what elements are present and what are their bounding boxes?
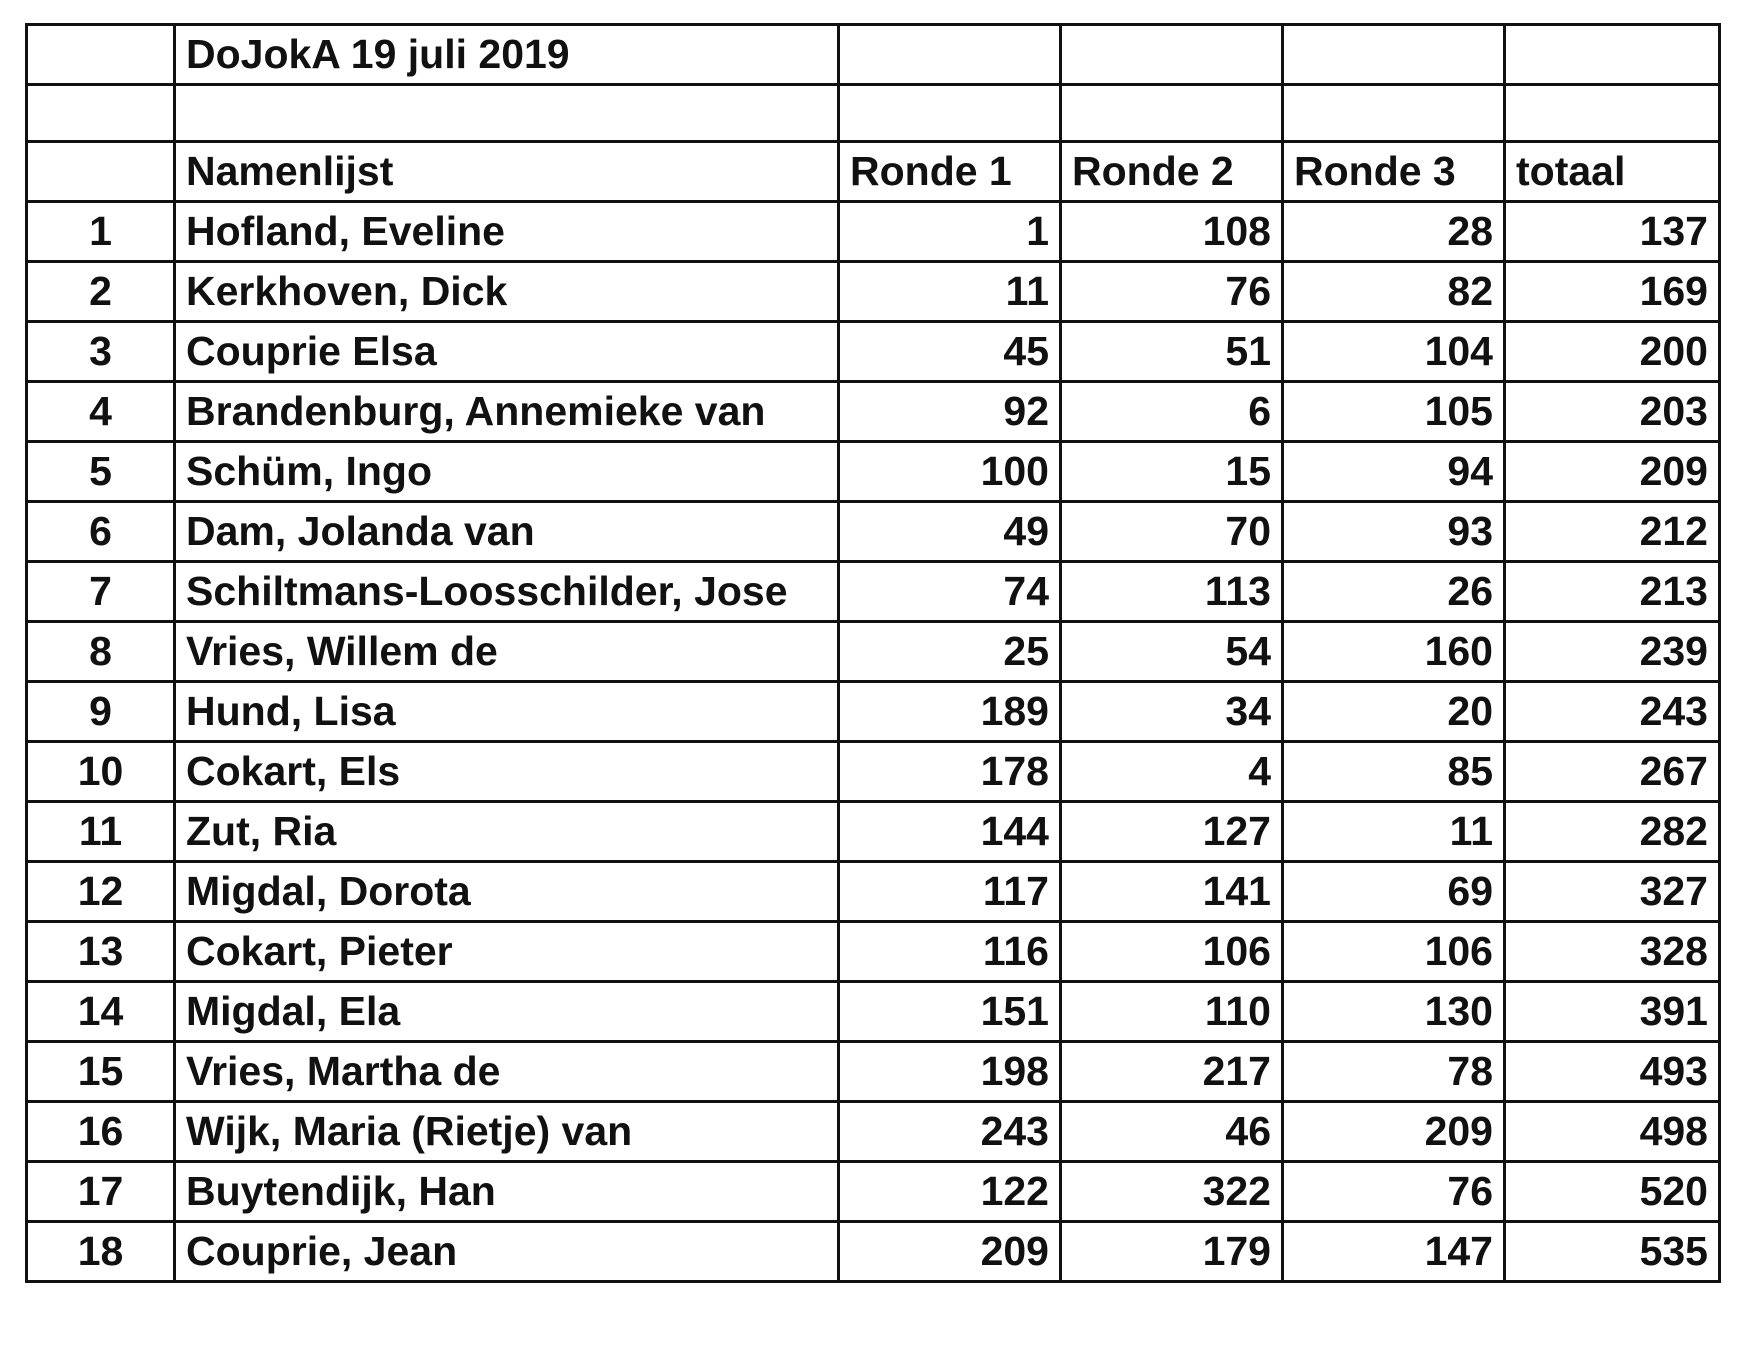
participant-name: Kerkhoven, Dick xyxy=(175,262,839,322)
participant-name: Schüm, Ingo xyxy=(175,442,839,502)
round-3-score: 147 xyxy=(1283,1222,1505,1282)
round-1-score: 117 xyxy=(839,862,1061,922)
round-1-score: 144 xyxy=(839,802,1061,862)
total-score: 212 xyxy=(1505,502,1720,562)
round-1-score: 243 xyxy=(839,1102,1061,1162)
rank-cell: 11 xyxy=(27,802,175,862)
table-row xyxy=(27,322,1720,382)
rank-cell: 3 xyxy=(27,322,175,382)
rank-cell: 13 xyxy=(27,922,175,982)
participant-name: Schiltmans-Loosschilder, Jose xyxy=(175,562,839,622)
participant-name: Hofland, Eveline xyxy=(175,202,839,262)
rank-cell: 1 xyxy=(27,202,175,262)
table-row xyxy=(27,502,1720,562)
table-row xyxy=(27,862,1720,922)
participant-name: Cokart, Els xyxy=(175,742,839,802)
round-2-score: 15 xyxy=(1061,442,1283,502)
table-row xyxy=(27,562,1720,622)
round-3-score: 26 xyxy=(1283,562,1505,622)
total-score: 239 xyxy=(1505,622,1720,682)
round-3-score: 11 xyxy=(1283,802,1505,862)
table-row xyxy=(27,622,1720,682)
round-3-score: 160 xyxy=(1283,622,1505,682)
total-score: 493 xyxy=(1505,1042,1720,1102)
table-row xyxy=(27,382,1720,442)
round-1-score: 74 xyxy=(839,562,1061,622)
round-3-score: 76 xyxy=(1283,1162,1505,1222)
round-2-score: 141 xyxy=(1061,862,1283,922)
total-score: 498 xyxy=(1505,1102,1720,1162)
sheet-title: DoJokA 19 juli 2019 xyxy=(175,25,839,85)
round-2-score: 106 xyxy=(1061,922,1283,982)
round-2-score: 217 xyxy=(1061,1042,1283,1102)
table-row xyxy=(27,442,1720,502)
participant-name: Wijk, Maria (Rietje) van xyxy=(175,1102,839,1162)
round-1-score: 198 xyxy=(839,1042,1061,1102)
round-1-score: 100 xyxy=(839,442,1061,502)
total-score: 267 xyxy=(1505,742,1720,802)
rank-cell: 6 xyxy=(27,502,175,562)
participant-name: Hund, Lisa xyxy=(175,682,839,742)
total-score: 243 xyxy=(1505,682,1720,742)
total-score: 203 xyxy=(1505,382,1720,442)
round-3-score: 93 xyxy=(1283,502,1505,562)
blank-row xyxy=(27,85,1720,142)
round-2-score: 54 xyxy=(1061,622,1283,682)
empty-cell xyxy=(27,142,175,202)
table-row xyxy=(27,1162,1720,1222)
round-2-score: 179 xyxy=(1061,1222,1283,1282)
round-1-score: 189 xyxy=(839,682,1061,742)
header-name: Namenlijst xyxy=(175,142,839,202)
round-2-score: 322 xyxy=(1061,1162,1283,1222)
empty-cell xyxy=(1061,85,1283,142)
table-row xyxy=(27,802,1720,862)
table-row xyxy=(27,1222,1720,1282)
table-row xyxy=(27,1042,1720,1102)
total-score: 328 xyxy=(1505,922,1720,982)
round-1-score: 151 xyxy=(839,982,1061,1042)
header-row xyxy=(27,142,1720,202)
empty-cell xyxy=(1283,85,1505,142)
rank-cell: 10 xyxy=(27,742,175,802)
round-1-score: 11 xyxy=(839,262,1061,322)
header-round-2: Ronde 2 xyxy=(1061,142,1283,202)
round-2-score: 70 xyxy=(1061,502,1283,562)
rank-cell: 7 xyxy=(27,562,175,622)
empty-cell xyxy=(1505,25,1720,85)
participant-name: Vries, Martha de xyxy=(175,1042,839,1102)
participant-name: Migdal, Ela xyxy=(175,982,839,1042)
round-2-score: 127 xyxy=(1061,802,1283,862)
round-2-score: 108 xyxy=(1061,202,1283,262)
participant-name: Brandenburg, Annemieke van xyxy=(175,382,839,442)
round-3-score: 106 xyxy=(1283,922,1505,982)
rank-cell: 18 xyxy=(27,1222,175,1282)
rank-cell: 17 xyxy=(27,1162,175,1222)
rank-cell: 4 xyxy=(27,382,175,442)
table-row xyxy=(27,682,1720,742)
round-2-score: 110 xyxy=(1061,982,1283,1042)
rank-cell: 2 xyxy=(27,262,175,322)
empty-cell xyxy=(27,25,175,85)
round-1-score: 49 xyxy=(839,502,1061,562)
table-row xyxy=(27,982,1720,1042)
header-round-1: Ronde 1 xyxy=(839,142,1061,202)
total-score: 282 xyxy=(1505,802,1720,862)
participant-name: Zut, Ria xyxy=(175,802,839,862)
empty-cell xyxy=(1061,25,1283,85)
total-score: 535 xyxy=(1505,1222,1720,1282)
round-3-score: 82 xyxy=(1283,262,1505,322)
header-round-3: Ronde 3 xyxy=(1283,142,1505,202)
round-1-score: 209 xyxy=(839,1222,1061,1282)
round-1-score: 178 xyxy=(839,742,1061,802)
round-3-score: 69 xyxy=(1283,862,1505,922)
rank-cell: 16 xyxy=(27,1102,175,1162)
round-2-score: 46 xyxy=(1061,1102,1283,1162)
empty-cell xyxy=(839,25,1061,85)
results-table-body xyxy=(27,25,1720,1282)
total-score: 327 xyxy=(1505,862,1720,922)
empty-cell xyxy=(1283,25,1505,85)
round-1-score: 1 xyxy=(839,202,1061,262)
empty-cell xyxy=(1505,85,1720,142)
table-row xyxy=(27,262,1720,322)
empty-cell xyxy=(175,85,839,142)
rank-cell: 12 xyxy=(27,862,175,922)
total-score: 213 xyxy=(1505,562,1720,622)
round-3-score: 209 xyxy=(1283,1102,1505,1162)
round-3-score: 130 xyxy=(1283,982,1505,1042)
rank-cell: 14 xyxy=(27,982,175,1042)
round-1-score: 122 xyxy=(839,1162,1061,1222)
total-score: 169 xyxy=(1505,262,1720,322)
total-score: 520 xyxy=(1505,1162,1720,1222)
table-row xyxy=(27,922,1720,982)
participant-name: Cokart, Pieter xyxy=(175,922,839,982)
title-row xyxy=(27,25,1720,85)
table-row xyxy=(27,202,1720,262)
empty-cell xyxy=(27,85,175,142)
round-3-score: 85 xyxy=(1283,742,1505,802)
table-row xyxy=(27,1102,1720,1162)
round-2-score: 4 xyxy=(1061,742,1283,802)
rank-cell: 8 xyxy=(27,622,175,682)
round-2-score: 34 xyxy=(1061,682,1283,742)
total-score: 200 xyxy=(1505,322,1720,382)
round-2-score: 6 xyxy=(1061,382,1283,442)
participant-name: Vries, Willem de xyxy=(175,622,839,682)
round-3-score: 105 xyxy=(1283,382,1505,442)
participant-name: Migdal, Dorota xyxy=(175,862,839,922)
rank-cell: 9 xyxy=(27,682,175,742)
round-2-score: 113 xyxy=(1061,562,1283,622)
total-score: 209 xyxy=(1505,442,1720,502)
participant-name: Couprie Elsa xyxy=(175,322,839,382)
round-3-score: 20 xyxy=(1283,682,1505,742)
round-2-score: 51 xyxy=(1061,322,1283,382)
round-1-score: 45 xyxy=(839,322,1061,382)
table-row xyxy=(27,742,1720,802)
results-table xyxy=(25,23,1721,1283)
round-2-score: 76 xyxy=(1061,262,1283,322)
round-3-score: 104 xyxy=(1283,322,1505,382)
header-total: totaal xyxy=(1505,142,1720,202)
round-1-score: 116 xyxy=(839,922,1061,982)
rank-cell: 15 xyxy=(27,1042,175,1102)
participant-name: Couprie, Jean xyxy=(175,1222,839,1282)
total-score: 137 xyxy=(1505,202,1720,262)
participant-name: Buytendijk, Han xyxy=(175,1162,839,1222)
round-1-score: 92 xyxy=(839,382,1061,442)
rank-cell: 5 xyxy=(27,442,175,502)
round-3-score: 94 xyxy=(1283,442,1505,502)
empty-cell xyxy=(839,85,1061,142)
total-score: 391 xyxy=(1505,982,1720,1042)
participant-name: Dam, Jolanda van xyxy=(175,502,839,562)
round-3-score: 78 xyxy=(1283,1042,1505,1102)
round-1-score: 25 xyxy=(839,622,1061,682)
round-3-score: 28 xyxy=(1283,202,1505,262)
